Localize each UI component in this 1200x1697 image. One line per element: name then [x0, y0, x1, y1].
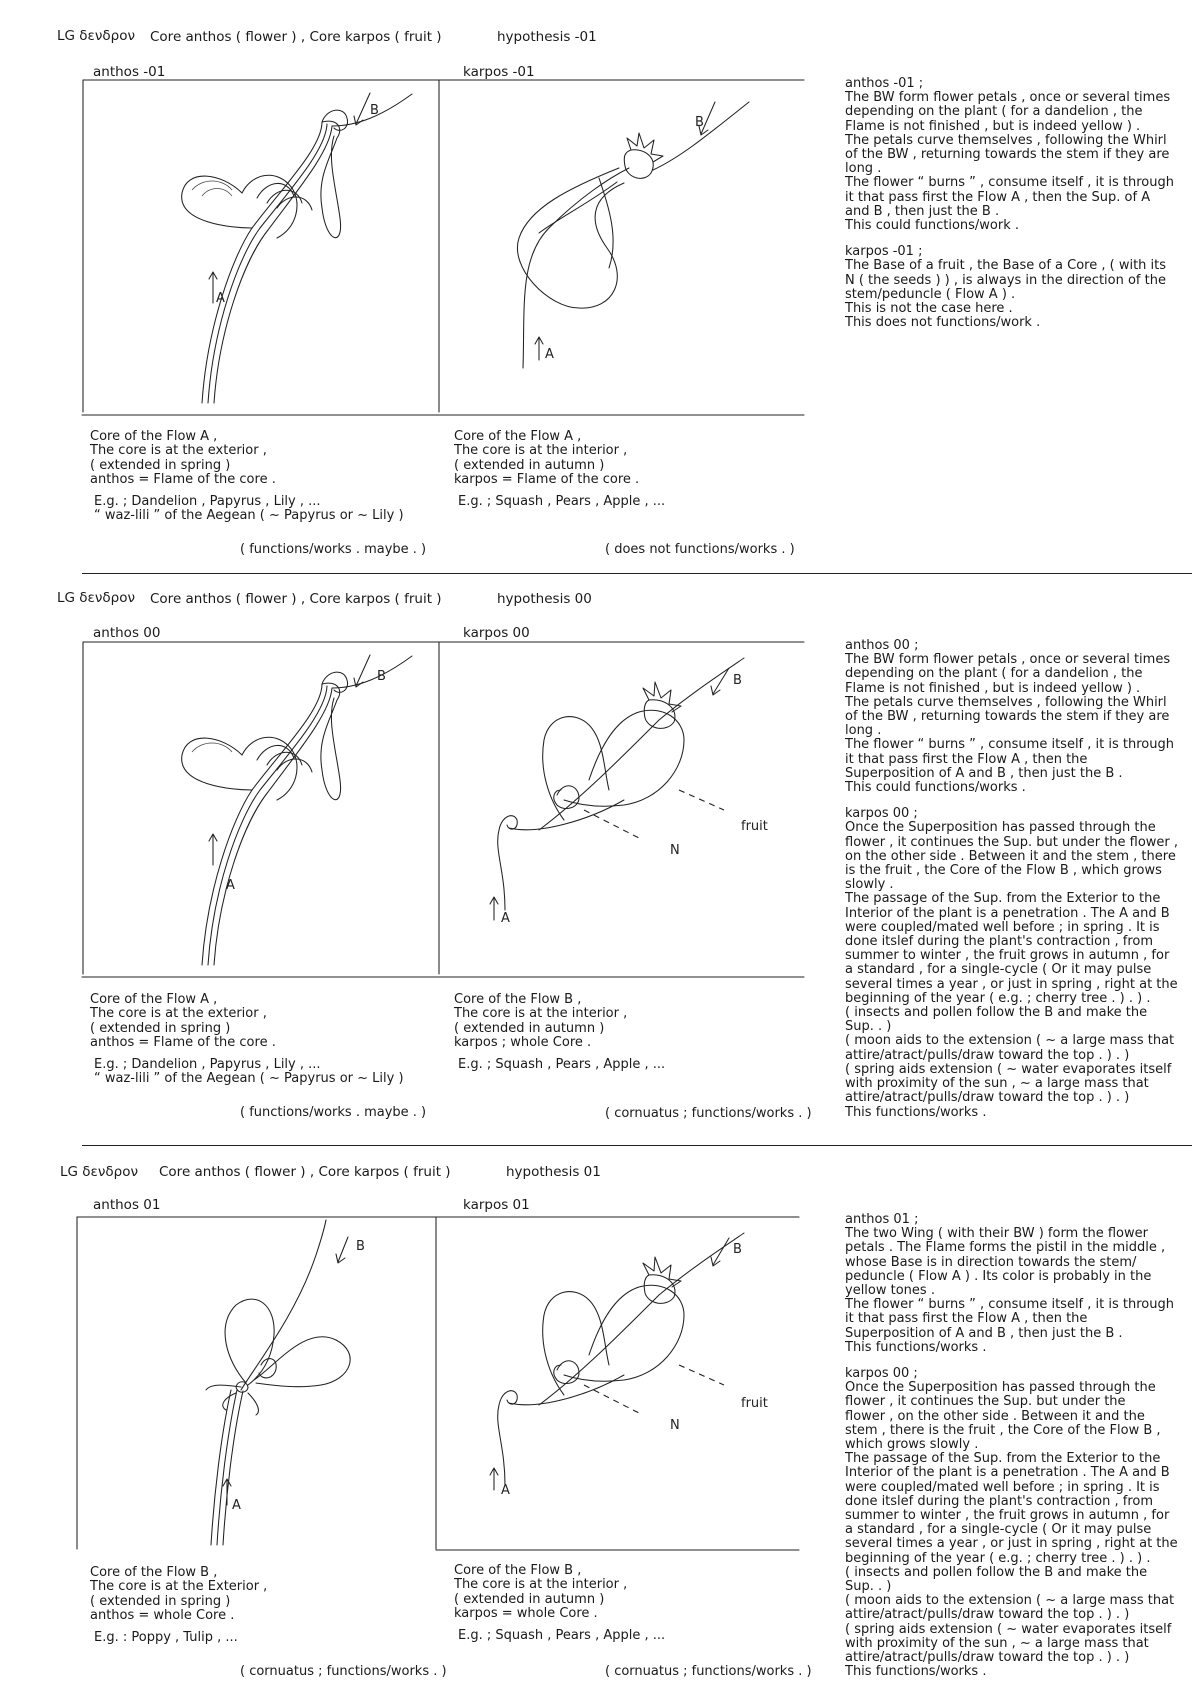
side-note-line: ( spring aids extension ( ~ water evaporates itself	[845, 1061, 1172, 1077]
side-note-line: it that pass first the Flow A , then the	[845, 1311, 1088, 1327]
side-note-line: karpos 00 ;	[845, 1366, 918, 1382]
side-note-line: Sup. . )	[845, 1019, 892, 1035]
karpos-flow-b-label: B	[695, 115, 704, 130]
side-note-line: Interior of the plant is a penetration . The A and B	[845, 905, 1170, 921]
caption-line: The core is at the Exterior ,	[90, 1579, 268, 1595]
side-note-line: summer to winter , the fruit grows in autumn , for	[845, 948, 1170, 964]
karpos-fruit-sketch	[517, 102, 749, 368]
side-note-line: The flower “ burns ” , consume itself , it is through	[845, 1297, 1174, 1313]
section-3-core-title: Core anthos ( flower ) , Core karpos ( fruit )	[159, 1164, 451, 1180]
anthos-flow-b-label: B	[377, 669, 386, 684]
side-note-line: summer to winter , the fruit grows in autumn , for	[845, 1508, 1170, 1524]
side-note-line: depending on the plant ( for a dandelion , the	[845, 104, 1143, 120]
side-note-line: karpos -01 ;	[845, 244, 923, 260]
side-note-line: The flower “ burns ” , consume itself , it is through	[845, 175, 1174, 191]
anthos-flower-sketch	[206, 1220, 350, 1545]
caption-example: E.g. ; Squash , Pears , Apple , ...	[458, 1627, 666, 1643]
side-note-line: ( insects and pollen follow the B and make the	[845, 1564, 1148, 1580]
caption-line: ( extended in autumn )	[454, 457, 605, 473]
section-3-hypothesis-title: hypothesis 01	[506, 1164, 601, 1180]
side-note-line: ( moon aids to the extension ( ~ a large mass that	[845, 1033, 1175, 1049]
section-1-karpos-caption	[454, 430, 665, 509]
section-2-karpos-title: karpos 00	[463, 625, 530, 641]
side-note-line: N ( the seeds ) ) , is always in the direction of the	[845, 272, 1166, 288]
section-1-lg-title: LG δενδρον	[57, 28, 136, 44]
seed-pointer-line	[584, 1385, 639, 1413]
section-2-anthos-caption	[90, 993, 404, 1086]
fruit-pointer-line	[679, 1365, 724, 1385]
karpos-flow-a-label: A	[501, 911, 510, 926]
side-note-line: done itslef during the plant's contraction , from	[845, 934, 1154, 950]
karpos-flow-a-label: A	[501, 1483, 510, 1498]
karpos-seeds-label: N	[670, 843, 680, 858]
caption-line: The core is at the interior ,	[454, 1006, 628, 1022]
side-note-line: anthos 00 ;	[845, 638, 919, 653]
karpos-flow-b-label: B	[733, 673, 742, 688]
karpos-flow-b-label: B	[733, 1242, 742, 1257]
anthos-flow-a-label: A	[232, 1498, 241, 1513]
flow-b-arrow-icon	[336, 1237, 348, 1263]
side-note-line: flower , it continues the Sup. but under the flower ,	[845, 834, 1179, 850]
section-divider	[82, 573, 1192, 574]
side-note-line: Once the Superposition has passed through the	[845, 1380, 1156, 1396]
side-note-line: yellow tones .	[845, 1283, 935, 1299]
side-note-line: This functions/works .	[845, 1664, 987, 1680]
flow-a-arrow-icon	[535, 337, 543, 360]
side-note-line: ( spring aids extension ( ~ water evaporates itself	[845, 1621, 1172, 1637]
section-2-lg-title: LG δενδρον	[57, 590, 136, 606]
caption-line: anthos = Flame of the core .	[90, 1035, 276, 1051]
caption-line: karpos = Flame of the core .	[454, 472, 640, 488]
side-note-line: flower , it continues the Sup. but under the	[845, 1394, 1126, 1410]
side-note-line: Superposition of A and B , then just the B .	[845, 1325, 1123, 1341]
caption-line: Core of the Flow B ,	[454, 1563, 582, 1578]
karpos-fruit-sketch	[498, 658, 744, 910]
flow-a-arrow-icon	[490, 897, 498, 920]
karpos-fruit-label: fruit	[741, 819, 768, 834]
section-1-anthos-verdict: ( functions/works . maybe . )	[240, 542, 427, 557]
section-2-hypothesis-title: hypothesis 00	[497, 591, 592, 607]
side-note-line: done itslef during the plant's contraction , from	[845, 1493, 1154, 1509]
caption-line: ( extended in autumn )	[454, 1020, 605, 1036]
side-note-line: The BW form flower petals , once or several times	[845, 652, 1171, 668]
side-note-line: Superposition of A and B , then just the B .	[845, 765, 1123, 781]
side-note-line: This does not functions/work .	[845, 315, 1041, 331]
section-1-anthos-caption	[90, 430, 404, 523]
side-note-line: slowly .	[845, 877, 894, 893]
caption-example: “ waz-lili ” of the Aegean ( ~ Papyrus or ~ Lily )	[94, 508, 404, 524]
section-3-anthos-verdict: ( cornuatus ; functions/works . )	[240, 1664, 447, 1679]
section-2-karpos-caption	[454, 993, 665, 1072]
caption-line: anthos = Flame of the core .	[90, 472, 276, 488]
caption-line: The core is at the exterior ,	[90, 443, 267, 459]
anthos-flow-a-label: A	[216, 291, 225, 306]
caption-example: “ waz-lili ” of the Aegean ( ~ Papyrus or ~ Lily )	[94, 1071, 404, 1087]
side-note-line: This functions/works .	[845, 1104, 987, 1120]
caption-line: Core of the Flow A ,	[454, 429, 582, 444]
caption-example: E.g. ; Dandelion , Papyrus , Lily , ...	[94, 493, 321, 509]
side-note-line: This could functions/works .	[845, 780, 1026, 796]
side-note-line: several times a year , or just in spring , right at the	[845, 976, 1178, 992]
side-note-line: with proximity of the sun , ~ a large mass that	[845, 1635, 1149, 1651]
fruit-pointer-line	[679, 790, 724, 810]
side-note-line: Flame is not finished , but is indeed yellow ) .	[845, 680, 1141, 696]
section-2-anthos-verdict: ( functions/works . maybe . )	[240, 1105, 427, 1120]
karpos-seeds-label: N	[670, 1418, 680, 1433]
side-note-line: karpos 00 ;	[845, 806, 918, 822]
side-note-line: long .	[845, 161, 882, 177]
side-note-line: on the other side . Between it and the stem , there	[845, 848, 1176, 864]
caption-line: anthos = whole Core .	[90, 1608, 235, 1624]
section-1-hypothesis-title: hypothesis -01	[497, 29, 597, 45]
caption-line: Core of the Flow B ,	[454, 992, 582, 1007]
side-note-line: Sup. . )	[845, 1579, 892, 1595]
side-note-line: several times a year , or just in spring , right at the	[845, 1536, 1178, 1552]
section-1-side-notes	[845, 77, 1181, 330]
side-note-line: it that pass first the Flow A , then the Sup. of A	[845, 189, 1151, 205]
caption-line: Core of the Flow B ,	[90, 1565, 218, 1580]
side-note-line: anthos -01 ;	[845, 76, 924, 91]
side-note-line: stem , there is the fruit , the Core of the Flow B ,	[845, 1422, 1161, 1438]
seed-pointer-line	[584, 810, 639, 838]
karpos-flow-a-label: A	[545, 347, 554, 362]
anthos-flow-a-label: A	[226, 878, 235, 893]
side-note-line: petals . The Flame forms the pistil in the middle ,	[845, 1240, 1166, 1256]
side-note-line: were coupled/mated well before ; in spring . It is	[845, 1479, 1160, 1495]
flow-b-arrow-icon	[354, 655, 370, 687]
side-note-line: attire/atract/pulls/draw toward the top . ) . )	[845, 1047, 1130, 1063]
side-note-line: attire/atract/pulls/draw toward the top . ) . )	[845, 1607, 1130, 1623]
side-note-line: The flower “ burns ” , consume itself , it is through	[845, 737, 1174, 753]
section-3-anthos-caption	[90, 1566, 267, 1645]
side-note-line: with proximity of the sun , ~ a large mass that	[845, 1076, 1149, 1092]
section-3-lg-title: LG δενδρον	[60, 1164, 139, 1180]
caption-line: The core is at the interior ,	[454, 1577, 628, 1593]
caption-example: E.g. ; Dandelion , Papyrus , Lily , ...	[94, 1056, 321, 1072]
side-note-line: attire/atract/pulls/draw toward the top . ) . )	[845, 1090, 1130, 1106]
caption-example: E.g. : Poppy , Tulip , ...	[94, 1629, 238, 1645]
section-1-karpos-title: karpos -01	[463, 64, 535, 80]
side-note-line: The Base of a fruit , the Base of a Core , ( with its	[845, 258, 1167, 274]
side-note-line: anthos 01 ;	[845, 1212, 919, 1227]
section-3-karpos-caption	[454, 1564, 665, 1643]
section-divider	[82, 1145, 1192, 1146]
side-note-line: and B , then just the B .	[845, 203, 1000, 219]
side-note-line: This functions/works .	[845, 1339, 987, 1355]
side-note-line: it that pass first the Flow A , then the	[845, 751, 1088, 767]
flow-a-arrow-icon	[223, 1479, 231, 1505]
side-note-line: of the BW , returning towards the stem if they are	[845, 709, 1170, 725]
side-note-line: The petals curve themselves , following the Whirl	[845, 694, 1167, 710]
section-3-karpos-verdict: ( cornuatus ; functions/works . )	[605, 1664, 812, 1679]
caption-line: ( extended in spring )	[90, 457, 231, 473]
section-1-core-title: Core anthos ( flower ) , Core karpos ( fruit )	[150, 29, 442, 45]
flow-a-arrow-icon	[209, 834, 217, 865]
side-note-line: peduncle ( Flow A ) . Its color is probably in the	[845, 1268, 1152, 1284]
section-1-anthos-title: anthos -01	[93, 64, 166, 80]
anthos-flower-sketch	[182, 94, 412, 403]
section-2-side-notes	[845, 639, 1181, 1120]
side-note-line: ( insects and pollen follow the B and make the	[845, 1005, 1148, 1021]
side-note-line: The petals curve themselves , following the Whirl	[845, 132, 1167, 148]
caption-line: Core of the Flow A ,	[90, 992, 218, 1007]
section-3-karpos-title: karpos 01	[463, 1197, 530, 1213]
side-note-line: a standard , for a single-cycle ( Or it may pulse	[845, 962, 1152, 978]
side-note-line: is the fruit , the Core of the Flow B , which grows	[845, 863, 1162, 879]
side-note-line: beginning of the year ( e.g. ; cherry tree . ) . ) .	[845, 1550, 1151, 1566]
side-note-line: whose Base is in direction towards the stem/	[845, 1254, 1137, 1270]
side-note-line: Interior of the plant is a penetration . The A and B	[845, 1465, 1170, 1481]
section-2-core-title: Core anthos ( flower ) , Core karpos ( fruit )	[150, 591, 442, 607]
caption-line: karpos ; whole Core .	[454, 1035, 592, 1051]
side-note-line: long .	[845, 723, 882, 739]
caption-line: ( extended in spring )	[90, 1020, 231, 1036]
flow-b-arrow-icon	[354, 93, 370, 125]
section-3-anthos-title: anthos 01	[93, 1197, 161, 1213]
side-note-line: The passage of the Sup. from the Exterior to the	[845, 1451, 1161, 1467]
caption-line: The core is at the exterior ,	[90, 1006, 267, 1022]
side-note-line: stem/peduncle ( Flow A ) .	[845, 286, 1016, 302]
section-2-anthos-title: anthos 00	[93, 625, 161, 641]
flow-b-arrow-icon	[711, 668, 729, 695]
flow-b-arrow-icon	[711, 1238, 729, 1266]
side-note-line: The passage of the Sup. from the Exterior to the	[845, 891, 1161, 907]
section-3-side-notes	[845, 1213, 1181, 1680]
anthos-flow-b-label: B	[356, 1239, 365, 1254]
caption-line: Core of the Flow A ,	[90, 429, 218, 444]
side-note-line: a standard , for a single-cycle ( Or it may pulse	[845, 1522, 1152, 1538]
side-note-line: ( moon aids to the extension ( ~ a large mass that	[845, 1593, 1175, 1609]
side-note-line: of the BW , returning towards the stem if they are	[845, 147, 1170, 163]
karpos-fruit-label: fruit	[741, 1396, 768, 1411]
caption-line: karpos = whole Core .	[454, 1606, 598, 1622]
flow-a-arrow-icon	[490, 1468, 498, 1490]
side-note-line: This is not the case here .	[845, 301, 1013, 317]
caption-line: ( extended in spring )	[90, 1593, 231, 1609]
caption-line: ( extended in autumn )	[454, 1591, 605, 1607]
caption-example: E.g. ; Squash , Pears , Apple , ...	[458, 1056, 666, 1072]
side-note-line: flower , on the other side . Between it and the	[845, 1408, 1145, 1424]
karpos-fruit-sketch	[498, 1233, 744, 1485]
side-note-line: depending on the plant ( for a dandelion , the	[845, 666, 1143, 682]
side-note-line: This could functions/work .	[845, 218, 1020, 234]
side-note-line: which grows slowly .	[845, 1437, 979, 1453]
side-note-line: were coupled/mated well before ; in spring . It is	[845, 919, 1160, 935]
section-2-karpos-verdict: ( cornuatus ; functions/works . )	[605, 1106, 812, 1121]
side-note-line: attire/atract/pulls/draw toward the top . ) . )	[845, 1650, 1130, 1666]
side-note-line: The two Wing ( with their BW ) form the flower	[845, 1226, 1148, 1242]
side-note-line: The BW form flower petals , once or several times	[845, 90, 1171, 106]
side-note-line: Once the Superposition has passed through the	[845, 820, 1156, 836]
section-1-karpos-verdict: ( does not functions/works . )	[605, 542, 795, 557]
caption-line: The core is at the interior ,	[454, 443, 628, 459]
anthos-flower-sketch	[182, 656, 412, 965]
side-note-line: beginning of the year ( e.g. ; cherry tree . ) . ) .	[845, 990, 1151, 1006]
caption-example: E.g. ; Squash , Pears , Apple , ...	[458, 493, 666, 509]
side-note-line: Flame is not finished , but is indeed yellow ) .	[845, 118, 1141, 134]
anthos-flow-b-label: B	[370, 103, 379, 118]
